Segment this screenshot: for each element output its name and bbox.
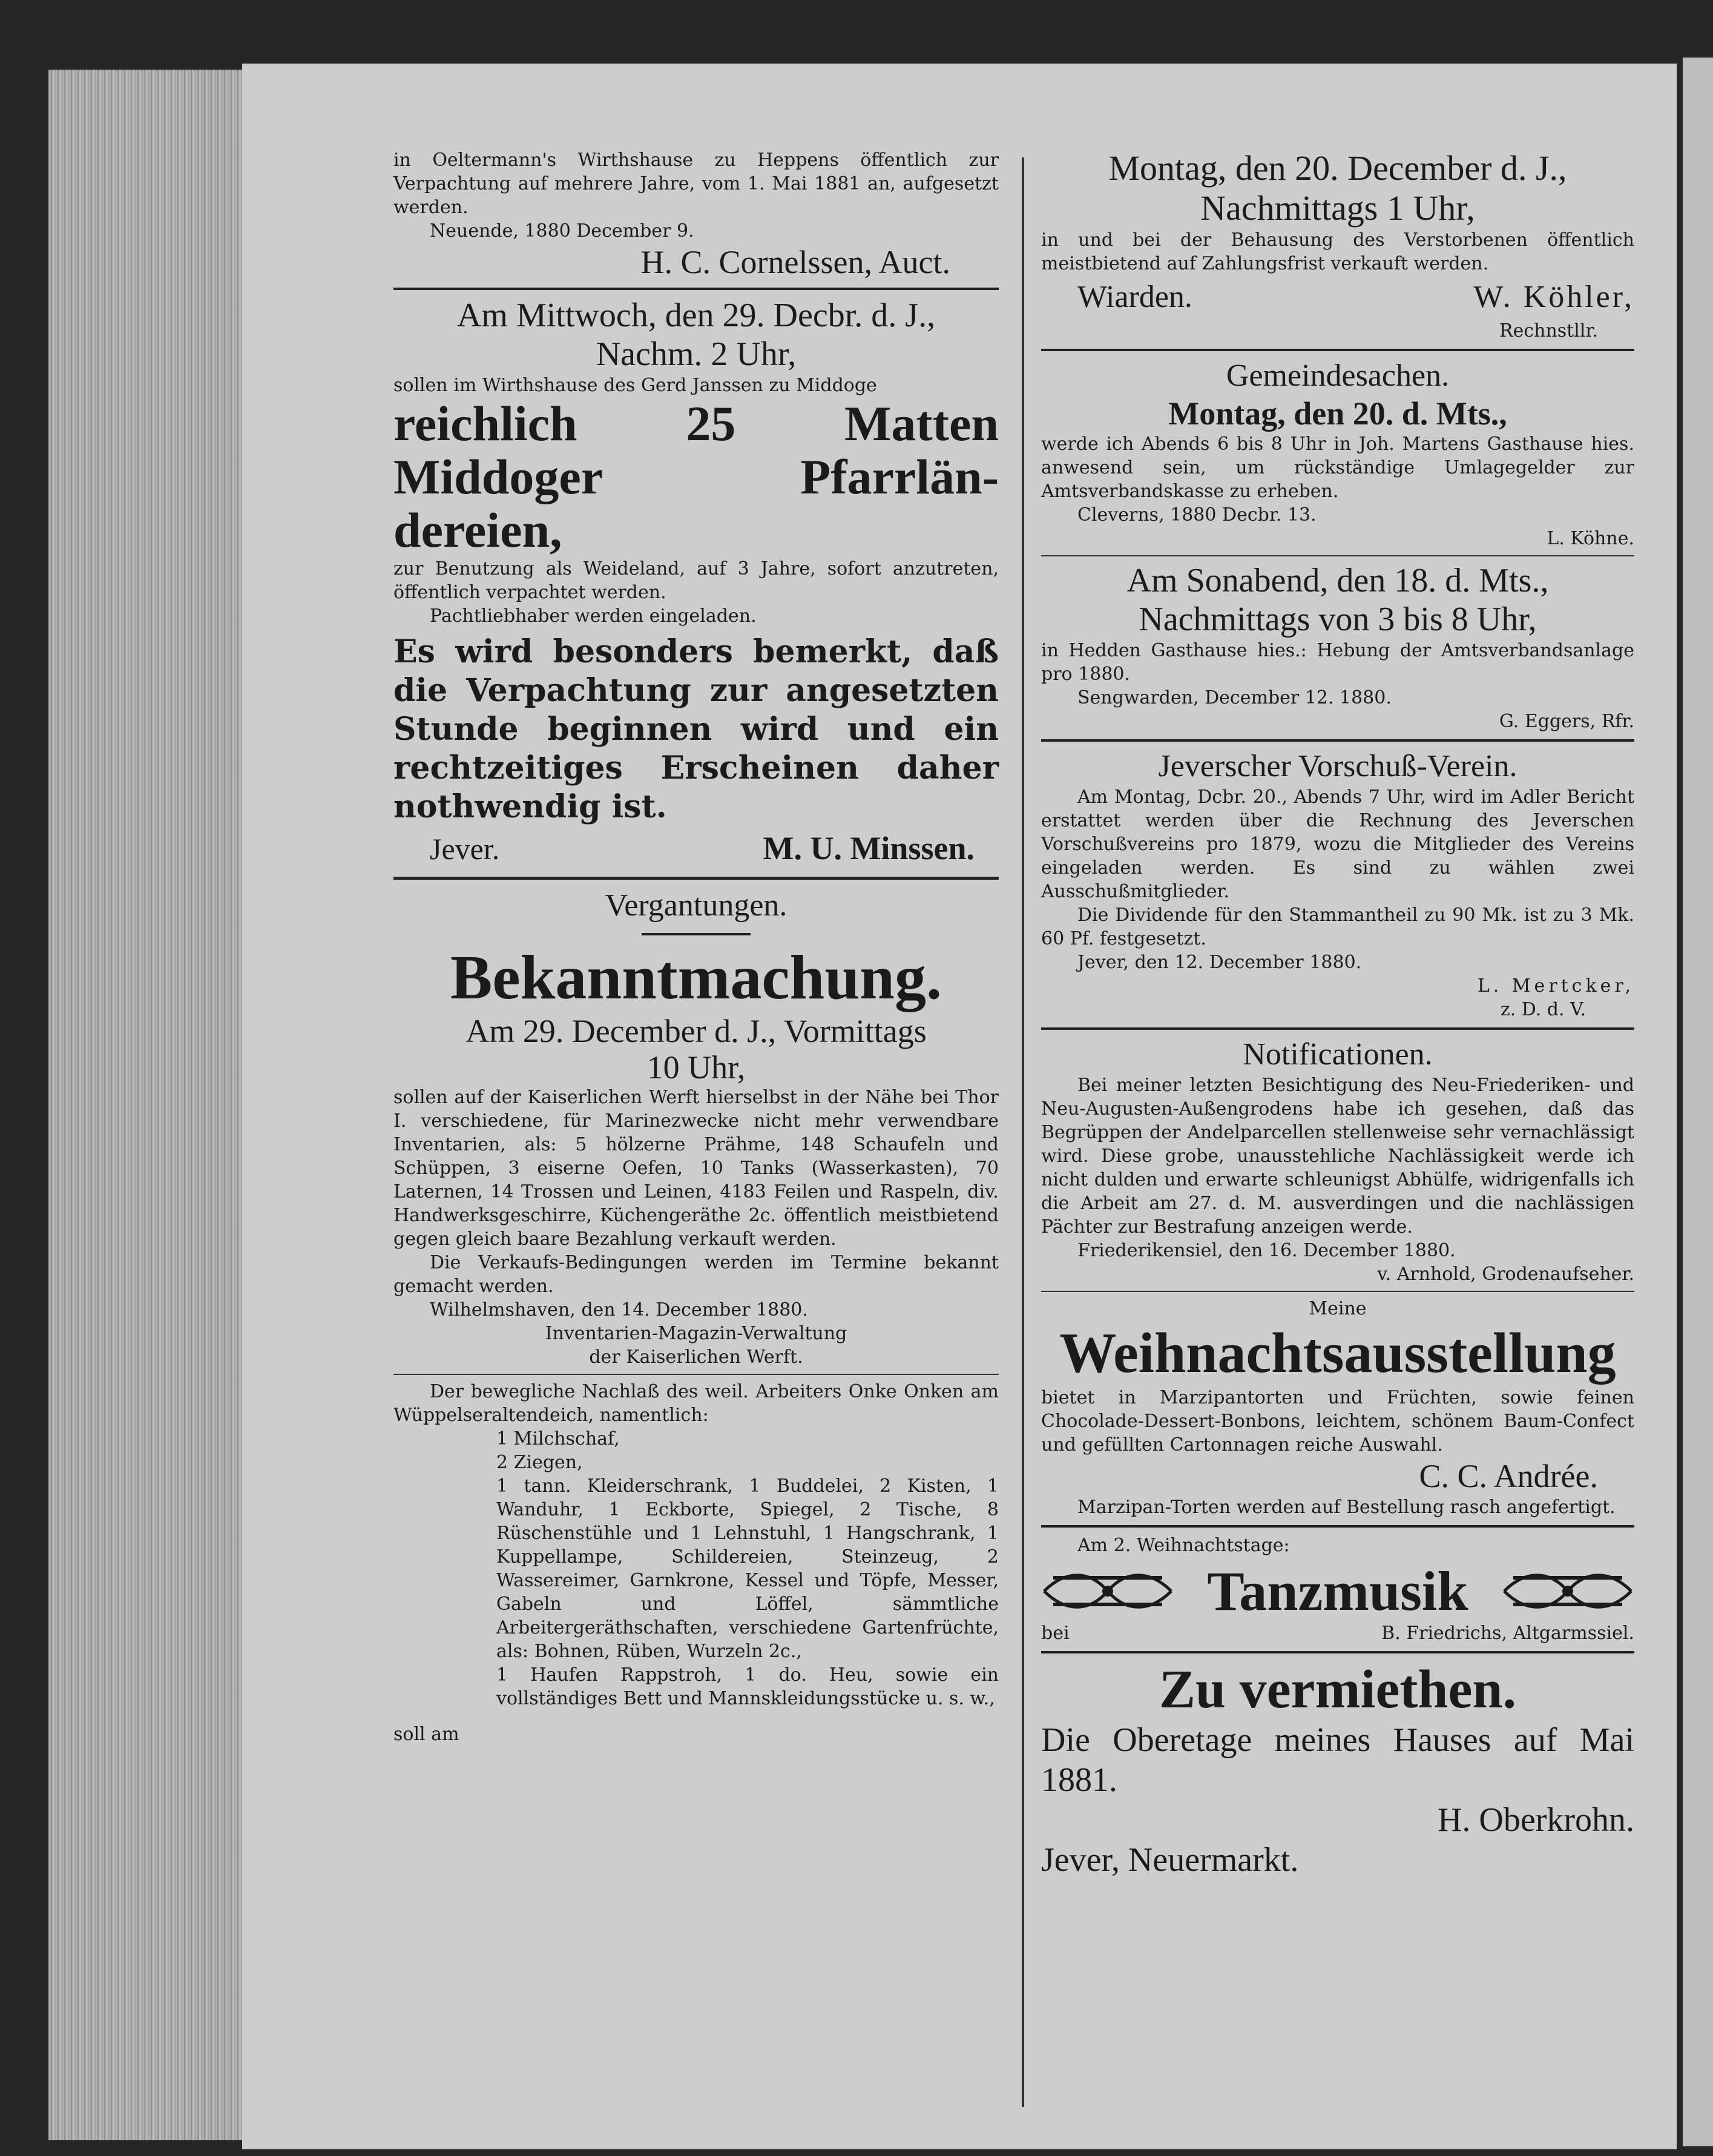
- ad-signer: W. Köhler,: [1473, 280, 1634, 314]
- ad-title: Tanzmusik: [1207, 1560, 1468, 1622]
- item-list: [393, 1427, 999, 1710]
- ad-text: in und bei der Behausung des Verstorbenen öffentlich meistbietend auf Zahlungsfrist verkauft werden.: [1041, 229, 1634, 274]
- ad-place-date: Wilhelmshaven, den 14. December 1880.: [430, 1299, 808, 1320]
- ad-place-date: Jever, den 12. December 1880.: [1077, 952, 1362, 973]
- book-page-edges: [48, 70, 260, 2140]
- ad-signer: v. Arnhold, Grodenaufseher.: [1377, 1264, 1634, 1285]
- ad-gemeindesachen: [1041, 357, 1634, 550]
- ad-heading: Am 29. December d. J., Vormittags: [465, 1013, 927, 1049]
- tanz-title-row: [1041, 1561, 1634, 1621]
- ad-heading-time: 10 Uhr,: [646, 1049, 746, 1086]
- ad-text: werde ich Abends 6 bis 8 Uhr in Joh. Martens Gasthause hies. anwesend sein, um rückständige Umlagegelder zur Amtsverbandskasse zu erheben.: [1041, 434, 1634, 502]
- ad-intro: Der bewegliche Nachlaß des weil. Arbeiters Onke Onken am Wüppelseraltendeich, namentlich:: [393, 1381, 999, 1426]
- ad-place-date: Friederikensiel, den 16. December 1880.: [1077, 1240, 1456, 1261]
- section-heading-vergantungen: Vergantungen.: [605, 888, 787, 923]
- ad-text: in Oeltermann's Wirthshause zu Heppens öffentlich zur Verpachtung auf mehrere Jahre, vom 1. Mai 1881 an, aufgesetzt werden.: [393, 150, 999, 218]
- ad-bekanntmachung: [393, 943, 999, 1369]
- ad-oberkrohn: [1041, 1660, 1634, 1880]
- ad-andree: [1041, 1297, 1634, 1519]
- ad-text: sollen auf der Kaiserlichen Werft hierselbst in der Nähe bei Thor I. verschiedene, für Marinezwecke nicht mehr verwendbare Inventarien, als: 5 hölzerne Prähme, 148 Schaufeln und Schüppen, 3 eiserne Oefen, 10 Tanks (Wasserkasten), 70 Laternen, 14 Trossen und Leinen, 4183 Feilen und Raspeln, div. Handwerksgeschirre, Küchengeräthe 2c. öffentlich meistbietend gegen gleich baare Bezahlung verkauft werden.: [393, 1087, 999, 1250]
- ad-separator: [1041, 739, 1634, 742]
- ad-minssen: [393, 296, 999, 871]
- ad-place: Jever, Neuermarkt.: [1041, 1841, 1299, 1879]
- ad-koehler: [1041, 148, 1634, 343]
- list-item: 1 Milchschaf,: [496, 1428, 620, 1449]
- ad-pre: Meine: [1309, 1298, 1367, 1319]
- ad-separator: [1041, 1651, 1634, 1653]
- ad-place: Wiarden.: [1077, 280, 1192, 314]
- ad-place-date: Sengwarden, December 12. 1880.: [1077, 687, 1392, 708]
- ad-tanzmusik: [1041, 1534, 1634, 1645]
- ad-separator: [1041, 1027, 1634, 1030]
- ad-signer-role: Rechnstllr.: [1499, 320, 1598, 341]
- ad-signer: L. Köhne.: [1547, 528, 1634, 549]
- ad-nachlass: [393, 1380, 999, 1746]
- left-column: [393, 148, 999, 1746]
- ad-text-2: Die Verkaufs-Bedingungen werden im Termine bekannt gemacht werden.: [393, 1252, 999, 1297]
- ornament-right-icon: [1501, 1564, 1634, 1618]
- ad-title: Zu vermiethen.: [1159, 1660, 1516, 1719]
- ad-text-2: Die Dividende für den Stammantheil zu 90 Mk. ist zu 3 Mk. 60 Pf. festgesetzt.: [1041, 905, 1634, 949]
- ad-pre: Am 2. Weihnachtstage:: [1077, 1535, 1290, 1556]
- ad-notificationen: [1041, 1036, 1634, 1286]
- ad-separator: [1041, 1291, 1634, 1292]
- list-item: 1 Haufen Rappstroh, 1 do. Heu, sowie ein vollständiges Bett und Mannskleidungsstücke u. s. w.,: [496, 1664, 999, 1709]
- ad-title: Jeverscher Vorschuß-Verein.: [1158, 749, 1517, 783]
- ad-signer-2: der Kaiserlichen Werft.: [589, 1347, 803, 1368]
- ad-place: Jever.: [430, 832, 500, 866]
- ad-heading-time: Nachmittags von 3 bis 8 Uhr,: [1139, 601, 1537, 638]
- ad-text: Die Oberetage meines Hauses auf Mai 1881.: [1041, 1721, 1634, 1799]
- section-heading: Gemeindesachen.: [1226, 358, 1450, 393]
- ad-signer: B. Friedrichs, Altgarmssiel.: [1381, 1623, 1634, 1644]
- ad-heading: Am Mittwoch, den 29. Decbr. d. J.,: [456, 297, 936, 334]
- ad-text-2: zur Benutzung als Weideland, auf 3 Jahre, sofort anzutreten, öffentlich verpachtet werden.: [393, 558, 999, 603]
- ad-signer-1: Inventarien-Magazin-Verwaltung: [545, 1323, 847, 1344]
- ad-cornelssen: [393, 148, 999, 282]
- ad-heading: Montag, den 20. d. Mts.,: [1168, 395, 1507, 432]
- ad-heading-time: Nachm. 2 Uhr,: [596, 335, 797, 373]
- ad-place-date: Cleverns, 1880 Decbr. 13.: [1077, 504, 1317, 526]
- ad-separator: [393, 288, 999, 290]
- ad-text: Bei meiner letzten Besichtigung des Neu-Friederiken- und Neu-Augusten-Außengrodens habe ich gesehen, daß das Begrüppen der Andelparcellen stellenweise sehr vernachlässigt wird. Diese grobe, unausstehliche Nachlässigkeit werde ich nicht dulden und erwarte schleunigst Abhülfe, widrigenfalls ich die Arbeit am 27. d. M. ausverdingen und die nachlässigen Pächter zur Bestrafung anzeigen werde.: [1041, 1075, 1634, 1238]
- ad-vorschussverein: [1041, 748, 1634, 1021]
- ad-signature-row: [1041, 275, 1634, 319]
- ad-separator: [1041, 349, 1634, 351]
- ad-title: Bekanntmachung.: [450, 943, 942, 1012]
- ad-text: bietet in Marzipantorten und Früchten, sowie feinen Chocolade-Dessert-Bonbons, leichtem, schönem Baum-Confect und gefüllten Cartonnagen reiche Auswahl.: [1041, 1387, 1634, 1455]
- list-item: 1 tann. Kleiderschrank, 1 Buddelei, 2 Kisten, 1 Wanduhr, 1 Eckborte, Spiegel, 2 Tische, 8 Rüschenstühle und 1 Lehnstuhl, 1 Hangschrank, 1 Kuppellampe, Schildereien, Steinzeug, 2 Wassereimer, Garnkrone, Kessel und Töpfe, Messer, Gabeln und Löffel, sämmtliche Arbeitergeräthschaften, verschiedene Gartenfrüchte, als: Bohnen, Rüben, Wurzeln 2c.,: [496, 1475, 999, 1662]
- ad-signer-role: z. D. d. V.: [1500, 999, 1586, 1020]
- right-column: [1041, 148, 1634, 1880]
- ad-signer: H. Oberkrohn.: [1437, 1801, 1634, 1839]
- ad-signer: G. Eggers, Rfr.: [1499, 711, 1634, 732]
- ad-big-line-2: Middoger Pfarrlän-: [393, 449, 999, 504]
- ad-text: Am Montag, Dcbr. 20., Abends 7 Uhr, wird im Adler Bericht erstattet werden über die Rechnung des Jeverschen Vorschußvereins pro 1879, wozu die Mitglieder des Vereins eingeladen werden. Es sind zu wählen zwei Ausschußmitglieder.: [1041, 786, 1634, 902]
- list-item: 2 Ziegen,: [496, 1452, 583, 1473]
- ad-separator: [393, 877, 999, 880]
- ad-bold-notice: Es wird besonders bemerkt, daß die Verpachtung zur angesetzten Stunde beginnen wird und ein rechtzeitiges Erscheinen daher nothwendig ist.: [393, 633, 999, 825]
- ad-place-date: Neuende, 1880 December 9.: [430, 220, 694, 242]
- section-heading: Notificationen.: [1243, 1037, 1433, 1072]
- ad-title: Weihnachtsausstellung: [1059, 1322, 1616, 1385]
- ad-signer: M. U. Minssen.: [763, 830, 975, 866]
- ad-big-line-3: dereien,: [393, 503, 562, 558]
- ad-signer: L. Mertcker,: [1477, 975, 1634, 997]
- next-page-edge: [1683, 58, 1713, 2146]
- ad-separator: [1041, 1525, 1634, 1528]
- ad-heading-time: Nachmittags 1 Uhr,: [1200, 188, 1475, 228]
- ad-heading: Am Sonabend, den 18. d. Mts.,: [1126, 562, 1549, 599]
- ad-separator: [393, 1374, 999, 1375]
- ornament-left-icon: [1041, 1564, 1174, 1618]
- ad-big-line-1: reichlich 25 Matten: [393, 396, 999, 451]
- ad-bei: bei: [1041, 1623, 1070, 1644]
- ad-text-3: Pachtliebhaber werden eingeladen.: [430, 605, 757, 627]
- column-divider: [1022, 157, 1024, 2107]
- ad-signer: H. C. Cornelssen, Auct.: [640, 244, 950, 280]
- ad-tail: soll am: [393, 1724, 459, 1745]
- ad-signature-row: [393, 826, 999, 871]
- ad-separator: [1041, 555, 1634, 556]
- ad-signer: C. C. Andrée.: [1419, 1458, 1598, 1494]
- ad-signature-row: [1041, 1621, 1634, 1645]
- ad-text-2: Marzipan-Torten werden auf Bestellung rasch angefertigt.: [1077, 1497, 1616, 1518]
- ad-heading: Montag, den 20. December d. J.,: [1108, 148, 1567, 188]
- section-rule: [642, 933, 751, 935]
- ad-eggers: [1041, 561, 1634, 733]
- ad-text: in Hedden Gasthause hies.: Hebung der Amtsverbandsanlage pro 1880.: [1041, 640, 1634, 685]
- ad-text: sollen im Wirthshause des Gerd Janssen zu Middoge: [393, 375, 877, 396]
